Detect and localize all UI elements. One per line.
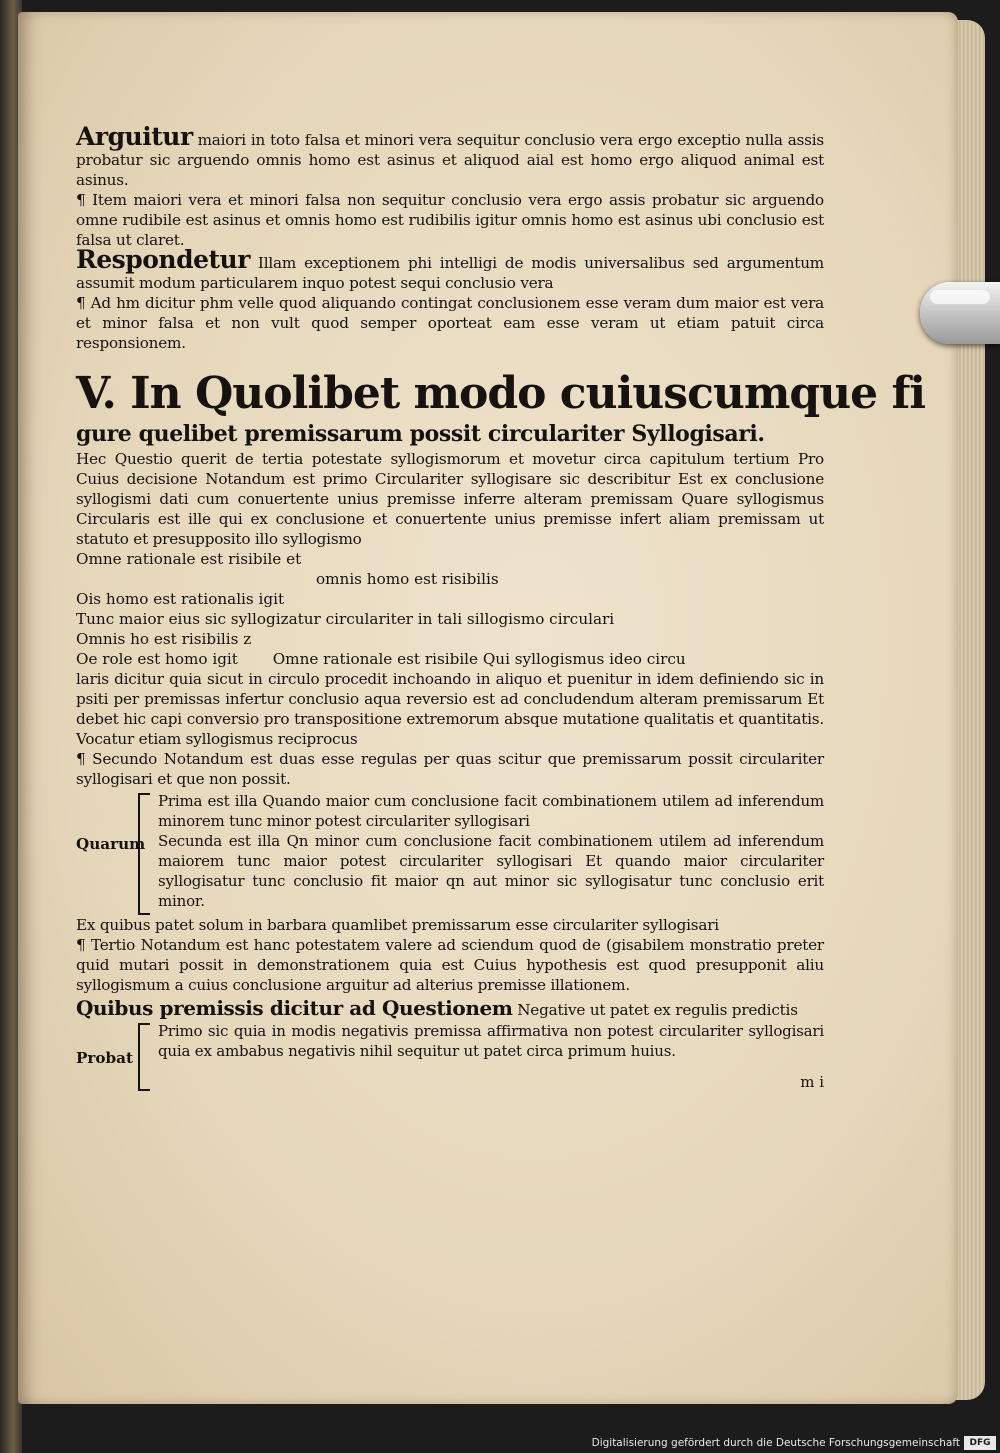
bracket-label: Quarum — [76, 835, 146, 853]
section-heading-cont: gure quelibet premissarum possit circulariter Syllogisari. — [76, 421, 765, 447]
paragraph-hec-questio: Hec Questio querit de tertia potestate syllogismorum et movetur circa capitulum tertium Pro Cuius decisione Notandum est primo Circulariter syllogisare sic describitur Est ex conclusione syllogismi dati cum conuertente unius premisse inferre alteram premissam Quare syllogismus Circularis est ille qui ex conclusione et conuertente unius premisse infert aliam premissam ut statuto et presupposito illo syllogismo — [76, 450, 824, 548]
paragraph-laris: laris dicitur quia sicut in circulo procedit inchoando in aliquo et puenitur in idem definiendo sic in psiti per premissas infertur conclusio aqua reversio est ad concludendum alteram premissarum Et debet hic capi conversio pro transpositione extremorum absque mutatione qualitatis et quantitatis. Vocatur etiam syllogismus reciprocus — [76, 670, 824, 748]
proof-item: Primo sic quia in modis negativis premissa affirmativa non potest circulariter syllogisari quia ex ambabus negativis nihil sequitur ut patet circa primum huius. — [158, 1022, 824, 1060]
rules-bracket — [76, 791, 824, 915]
syllogism-conclusion: Omne rationale est risibile Qui syllogismus ideo circu — [272, 650, 686, 668]
bracket-label: Probat — [76, 1049, 134, 1067]
syllogism-line: Omnis ho est risibilis z — [76, 630, 252, 648]
lead-word: Arguitur — [76, 122, 193, 151]
section-heading: V. In Quolibet modo cuiuscumque fi — [76, 368, 926, 419]
paragraph-text: maiori in toto falsa et minori vera sequitur conclusio vera ergo exceptio nulla assis probatur sic arguendo omnis homo est asinus et aliquod aial est homo ergo aliquod animal est asinus. — [76, 131, 824, 189]
signature-mark: m i — [800, 1073, 824, 1091]
paragraph-secundo: ¶ Secundo Notandum est duas esse regulas per quas scitur que premissarum possit circulariter syllogisari et que non possit. — [76, 750, 824, 788]
paragraph-ex-quibus: Ex quibus patet solum in barbara quamlibet premissarum esse circulariter syllogisari — [76, 916, 719, 934]
brace-mark — [138, 1023, 150, 1091]
brace-mark — [138, 793, 150, 915]
paragraph-text: Illam exceptionem phi intelligi de modis universalibus sed argumentum assumit modum particularem inquo potest sequi conclusio vera — [76, 254, 824, 292]
lead-word: Respondetur — [76, 245, 250, 274]
syllogism-line — [76, 649, 824, 669]
paragraph-respondetur — [76, 245, 824, 293]
footer-credit: Digitalisierung gefördert durch die Deutsche Forschungsgemeinschaft — [580, 1433, 1000, 1453]
proof-bracket — [76, 1021, 824, 1093]
paragraph-text: Negative ut patet ex regulis predictis — [517, 1001, 798, 1019]
page-clip — [920, 282, 1000, 344]
syllogism-line: Tunc maior eius sic syllogizatur circulariter in tali sillogismo circulari — [76, 610, 615, 628]
page-text — [76, 122, 926, 1093]
bracket-items — [158, 1021, 824, 1061]
paragraph-tertio: ¶ Tertio Notandum est hanc potestatem valere ad sciendum quod de (gisabilem monstratio preter quid mutari possit in demonstrationem quia est Cuius hypothesis est quod presupponit aliu syllogismum a cuius conclusione arguitur ad alterius premisse illationem. — [76, 936, 824, 994]
syllogism-premise: Oe role est homo igit — [76, 650, 238, 668]
paragraph-ad-hm: ¶ Ad hm dicitur phm velle quod aliquando contingat conclusionem esse veram dum maior est vera et minor falsa et non vult quod semper oporteat eam esse veram ut etiam patuit circa responsionem. — [76, 294, 824, 352]
dfg-logo: DFG — [964, 1436, 996, 1450]
syllogism-line: Omne rationale est risibile et — [76, 550, 302, 568]
book-page — [18, 12, 958, 1404]
bracket-items — [158, 791, 824, 911]
rule-item: Secunda est illa Qn minor cum conclusione facit combinationem utilem ad inferendum maiorem tunc maior potest circulariter syllogisari Et quando maior circulariter syllogisatur tunc conclusio fit maior qn aut minor sic syllogisatur tunc conclusio erit minor. — [158, 832, 824, 910]
syllogism-line: omnis homo est risibilis — [316, 570, 499, 588]
paragraph-arguitur — [76, 122, 824, 190]
rule-item: Prima est illa Quando maior cum conclusione facit combinationem utilem ad inferendum minorem tunc minor potest circulariter syllogisari — [158, 792, 824, 830]
paragraph-quibus — [76, 995, 824, 1021]
lead-phrase: Quibus premissis dicitur ad Questionem — [76, 996, 513, 1020]
syllogism-line: Ois homo est rationalis igit — [76, 590, 285, 608]
paragraph-item: ¶ Item maiori vera et minori falsa non sequitur conclusio vera ergo assis probatur sic arguendo omne rudibile est asinus et omnis homo est rudibilis igitur omnis homo est asinus ubi conclusio est falsa ut claret. — [76, 191, 824, 249]
